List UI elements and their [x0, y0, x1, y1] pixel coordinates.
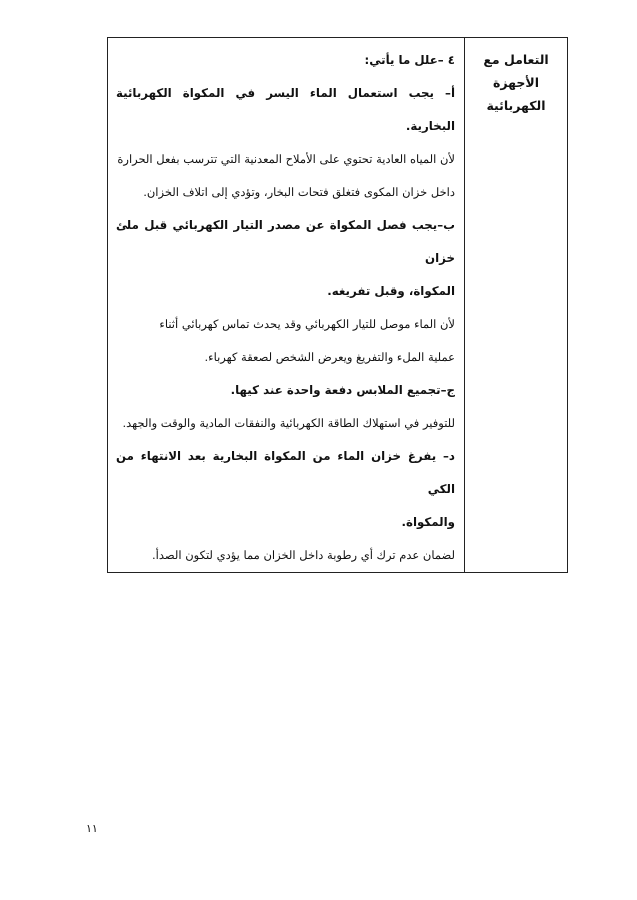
answer-c: للتوفير في استهلاك الطاقة الكهربائية والنفقات المادية والوقت والجهد.	[122, 416, 455, 430]
question-c: ج–تجميع الملابس دفعة واحدة عند كيها.	[230, 383, 455, 397]
answer-a-line-1: لأن المياه العادية تحتوي على الأملاح المعدنية التي تترسب بفعل الحرارة	[117, 152, 455, 166]
question-b-line-2: المكواة، وقبل تفريغه.	[327, 284, 455, 298]
question-d-line-1: د– يفرغ خزان الماء من المكواة البخارية بعد الانتهاء من الكي	[116, 449, 455, 496]
answer-b-line-2: عملية الملء والتفريغ ويعرض الشخص لصعقة كهرباء.	[204, 350, 455, 364]
question-b-line-1: ب–يجب فصل المكواة عن مصدر التيار الكهربائي قبل ملئ خزان	[116, 218, 455, 265]
answer-a-line-2: داخل خزان المكوى فتغلق فتحات البخار، وتؤدي إلى اتلاف الخزان.	[143, 185, 455, 199]
section-heading: ٤ –علل ما يأتي:	[364, 53, 455, 67]
answer-b-line-1: لأن الماء موصل للتيار الكهربائي وقد يحدث تماس كهربائي أثناء	[159, 317, 455, 331]
table-row	[108, 38, 568, 573]
topic-line-2: الكهربائية	[486, 98, 546, 113]
content-cell	[108, 38, 465, 573]
content-body	[108, 38, 464, 572]
page-number: ١١	[86, 822, 98, 835]
content-table	[107, 37, 568, 573]
topic-cell	[465, 38, 568, 573]
answer-d: لضمان عدم ترك أي رطوبة داخل الخزان مما يؤدي لتكون الصدأ.	[152, 548, 455, 562]
topic-line-1: التعامل مع الأجهزة	[483, 52, 549, 90]
topic-label	[465, 38, 567, 117]
question-a: أ– يجب استعمال الماء اليسر في المكواة الكهربائية البخارية.	[116, 86, 455, 133]
question-d-line-2: والمكواة.	[401, 515, 455, 529]
